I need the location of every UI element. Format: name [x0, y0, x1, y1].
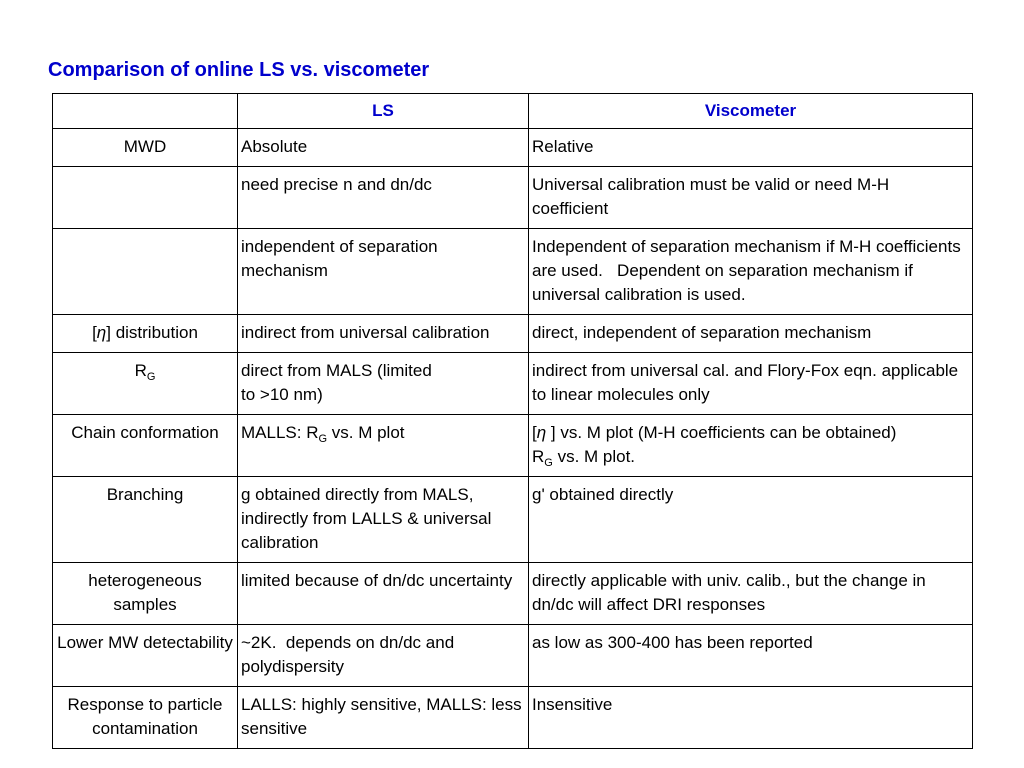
table-header-row [53, 94, 973, 129]
ls-cell [238, 415, 529, 477]
ls-line-2: to >10 nm) [241, 385, 323, 404]
viscometer-cell: Independent of separation mechanism if M-H coefficients are used. Dependent on separation mechanism if universal calibration is used. [529, 229, 973, 315]
table-row [53, 229, 973, 315]
table-row-chain-conformation [53, 415, 973, 477]
table-row-rg [53, 353, 973, 415]
viscometer-text: ] vs. M plot (M-H coefficients can be obtained) [546, 423, 897, 442]
viscometer-cell: direct, independent of separation mechanism [529, 315, 973, 353]
rg-main: R [134, 361, 147, 380]
viscometer-cell [529, 415, 973, 477]
row-label: Response to particle contamination [53, 687, 238, 749]
ls-cell: ~2K. depends on dn/dc and polydispersity [238, 625, 529, 687]
viscometer-cell: indirect from universal cal. and Flory-Fox eqn. applicable to linear molecules only [529, 353, 973, 415]
ls-cell: LALLS: highly sensitive, MALLS: less sensitive [238, 687, 529, 749]
table-row-mwd [53, 129, 973, 167]
header-ls: LS [238, 94, 529, 129]
row-label [53, 353, 238, 415]
rg-subscript: G [146, 371, 156, 383]
ls-cell: indirect from universal calibration [238, 315, 529, 353]
row-label: Branching [53, 477, 238, 563]
row-label: Lower MW detectability [53, 625, 238, 687]
viscometer-text-line-2: vs. M plot. [552, 447, 636, 466]
ls-cell: need precise n and dn/dc [238, 167, 529, 229]
label-text: ] distribution [106, 323, 198, 342]
viscometer-cell: Relative [529, 129, 973, 167]
table-row-branching [53, 477, 973, 563]
row-label [53, 229, 238, 315]
ls-line-1: direct from MALS (limited [241, 361, 432, 380]
viscometer-cell: directly applicable with univ. calib., but the change in dn/dc will affect DRI responses [529, 563, 973, 625]
bracket-text: [ [532, 423, 537, 442]
ls-text-post: vs. M plot [327, 423, 405, 442]
table-row-lower-mw-detectability [53, 625, 973, 687]
page-title: Comparison of online LS vs. viscometer [48, 59, 430, 81]
viscometer-cell: Universal calibration must be valid or need M-H coefficient [529, 167, 973, 229]
row-label [53, 167, 238, 229]
rg-subscript: G [544, 457, 553, 469]
table-row-particle-contamination [53, 687, 973, 749]
rg-subscript: G [318, 433, 328, 445]
table-row-heterogeneous-samples [53, 563, 973, 625]
table-row [53, 167, 973, 229]
eta-symbol: η [96, 323, 107, 342]
ls-cell [238, 353, 529, 415]
ls-text-pre: MALLS: R [241, 423, 319, 442]
comparison-table [52, 93, 973, 749]
bracket-text: [ [92, 323, 97, 342]
ls-cell: limited because of dn/dc uncertainty [238, 563, 529, 625]
ls-cell: independent of separation mechanism [238, 229, 529, 315]
rg-main: R [532, 447, 545, 466]
eta-symbol: η [536, 423, 547, 442]
table-row-eta-distribution [53, 315, 973, 353]
viscometer-cell: as low as 300-400 has been reported [529, 625, 973, 687]
row-label: Chain conformation [53, 415, 238, 477]
ls-cell: Absolute [238, 129, 529, 167]
ls-cell: g obtained directly from MALS, indirectly from LALLS & universal calibration [238, 477, 529, 563]
row-label: MWD [53, 129, 238, 167]
row-label [53, 315, 238, 353]
header-viscometer: Viscometer [529, 94, 973, 129]
viscometer-cell: g' obtained directly [529, 477, 973, 563]
row-label: heterogeneous samples [53, 563, 238, 625]
viscometer-cell: Insensitive [529, 687, 973, 749]
header-blank [53, 94, 238, 129]
